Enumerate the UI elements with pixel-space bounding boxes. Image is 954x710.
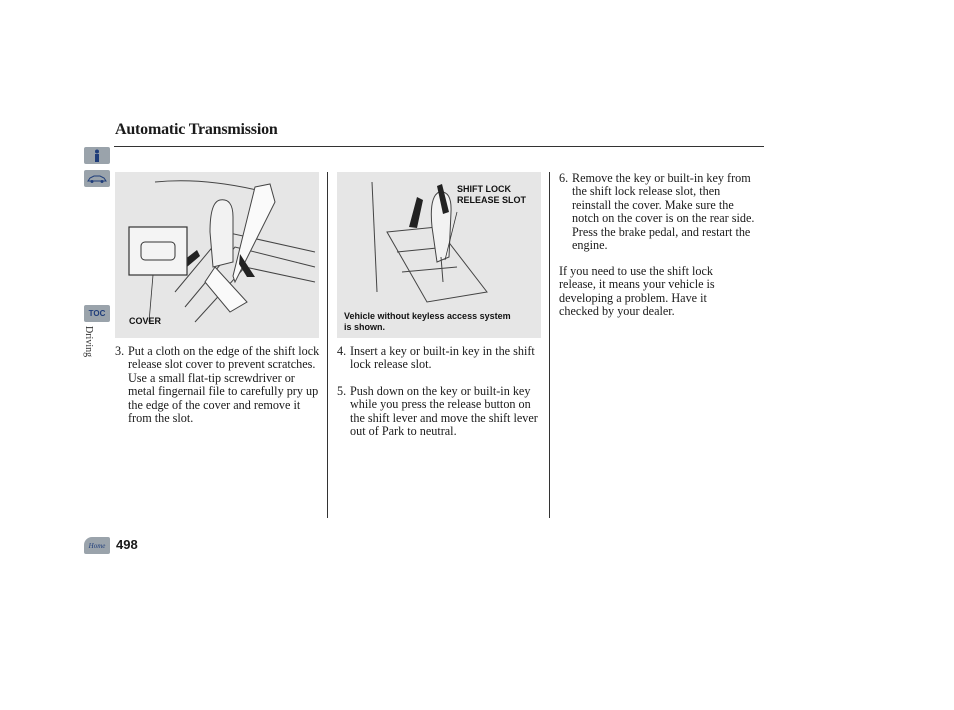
step-6-number: 6. [559,171,569,185]
step-4 [337,345,543,372]
step-3-number: 3. [115,344,125,358]
info-icon [92,149,102,163]
column-divider-2 [549,172,550,518]
caption-line1: Vehicle without keyless access system [344,311,511,321]
caption-line2: is shown. [344,322,386,332]
step-6-text: Remove the key or built-in key from the shift lock release slot, then reinstall the cover. Make sure the notch on the cover is on the rear side. Press the brake pedal, and restart the engine. [572,171,755,253]
step-6 [559,172,759,252]
step-3 [115,345,321,425]
step-4-number: 4. [337,344,347,358]
step-3-text: Put a cloth on the edge of the shift lock release slot cover to prevent scratches. Use a small flat-tip screwdriver or metal fingernail file to carefully pry up the edge of the cover and remove it from the slot. [128,344,320,426]
info-tab[interactable] [84,147,110,164]
toc-button[interactable]: TOC [84,305,110,322]
step-5-text: Push down on the key or built-in key while you press the release button on the shift lever and move the shift lever out of Park to neutral. [350,384,538,439]
figure-shift-lock-slot [337,172,541,338]
title-divider [114,146,764,147]
step-5 [337,385,543,439]
page-number: 498 [116,537,138,552]
section-label: Driving [83,326,94,358]
car-icon [86,174,108,184]
vehicle-tab[interactable] [84,170,110,187]
step-4-text: Insert a key or built-in key in the shift lock release slot. [350,344,535,372]
home-button[interactable]: Home [84,537,110,554]
figure-cover-removal [115,172,319,338]
step-5-number: 5. [337,384,347,398]
slot-callout-line2: RELEASE SLOT [457,195,527,205]
page-title: Automatic Transmission [115,121,278,138]
console-illustration [115,172,319,338]
slot-callout-line1: SHIFT LOCK [457,184,511,194]
figure-caption [344,311,511,333]
column-divider-1 [327,172,328,518]
slot-callout [457,184,526,206]
cover-callout: COVER [129,316,162,326]
note-paragraph: If you need to use the shift lock release, it means your vehicle is developing a problem. Have it checked by your dealer. [559,264,715,319]
